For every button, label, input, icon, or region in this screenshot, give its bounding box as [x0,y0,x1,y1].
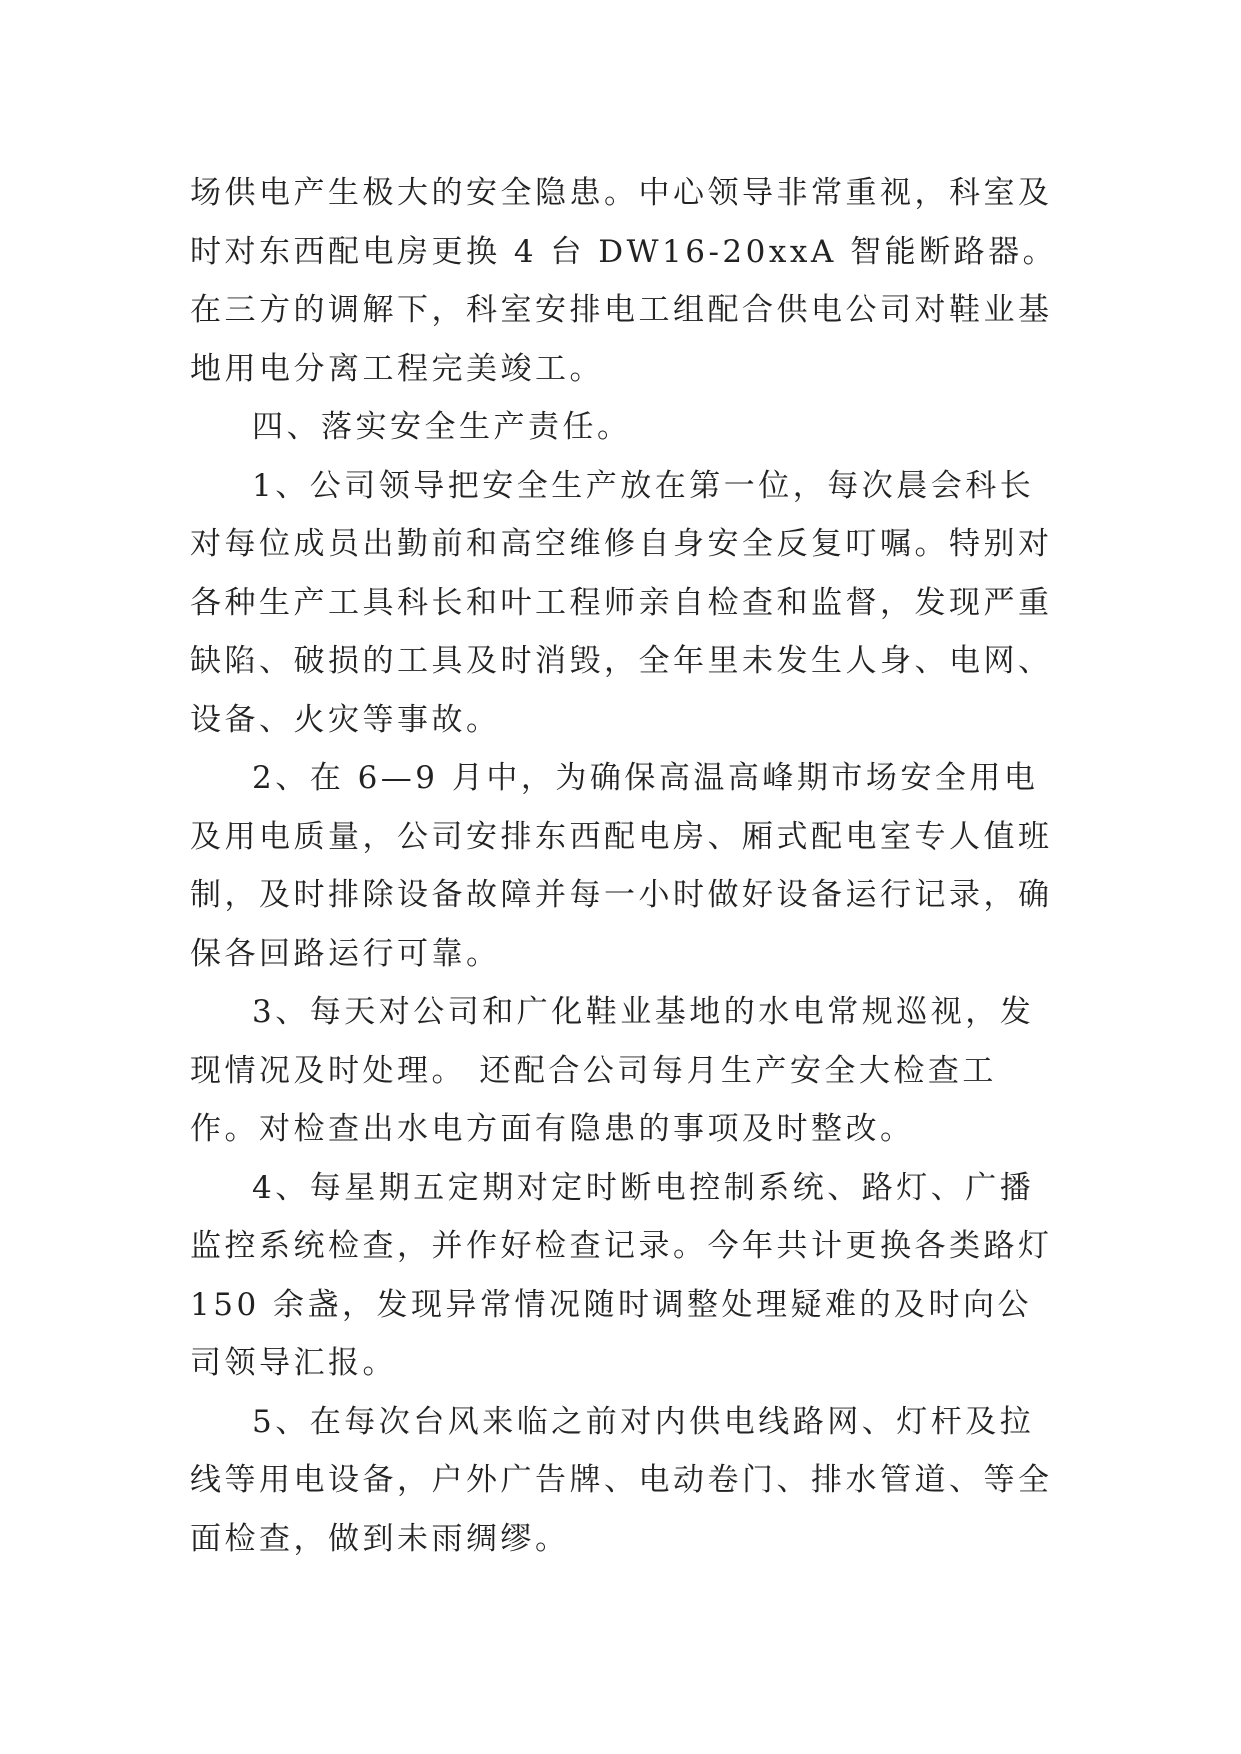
paragraph-item-5: 5、在每次台风来临之前对内供电线路网、灯杆及拉线等用电设备，户外广告牌、电动卷门、排水管道、等全面检查，做到未雨绸缪。 [190,1403,1053,1557]
document-body [190,164,1060,1568]
paragraph-item-3: 3、每天对公司和广化鞋业基地的水电常规巡视，发现情况及时处理。 还配合公司每月生产安全大检查工作。对检查出水电方面有隐患的事项及时整改。 [190,994,1035,1147]
section-heading-safety-responsibility: 四、落实安全生产责任。 [252,409,632,445]
paragraph-item-4: 4、每星期五定期对定时断电控制系统、路灯、广播监控系统检查，并作好检查记录。今年共计更换各类路灯 150 余盏，发现异常情况随时调整处理疑难的及时向公司领导汇报。 [190,1169,1053,1381]
paragraph-item-1: 1、公司领导把安全生产放在第一位，每次晨会科长对每位成员出勤前和高空维修自身安全反复叮嘱。特别对各种生产工具科长和叶工程师亲自检查和监督，发现严重缺陷、破损的工具及时消毁，全年里未发生人身、电网、设备、火灾等事故。 [190,467,1053,738]
paragraph-item-2: 2、在 6—9 月中，为确保高温高峰期市场安全用电及用电质量，公司安排东西配电房、厢式配电室专人值班制，及时排除设备故障并每一小时做好设备运行记录，确保各回路运行可靠。 [190,760,1053,972]
paragraph-continuation: 场供电产生极大的安全隐患。中心领导非常重视，科室及时对东西配电房更换 4 台 DW16-20xxA 智能断路器。在三方的调解下，科室安排电工组配合供电公司对鞋业基地用电分离工程完美竣工。 [190,175,1058,387]
